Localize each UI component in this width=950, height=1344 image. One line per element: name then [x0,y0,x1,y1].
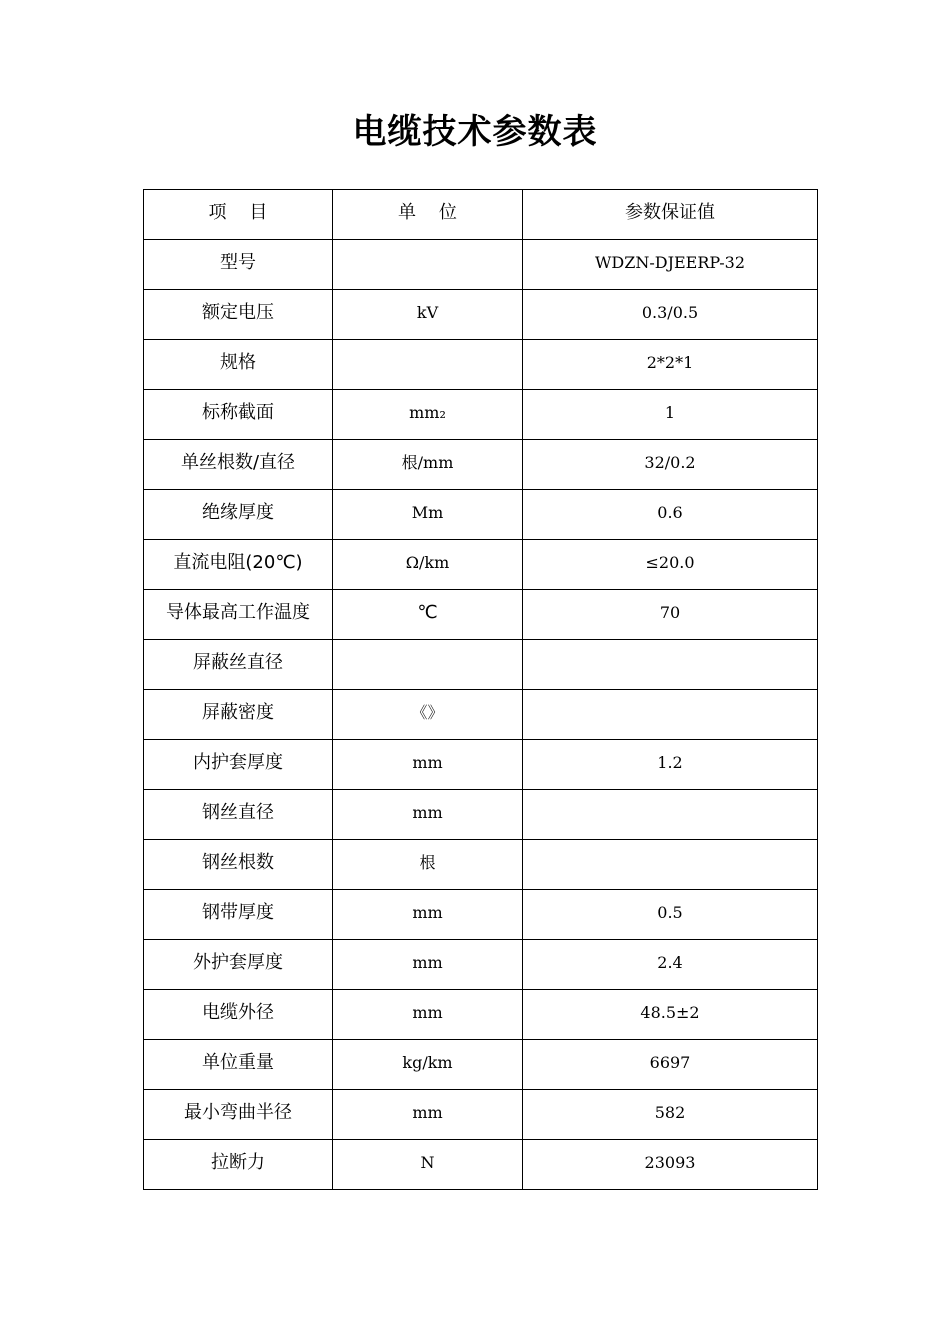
item-cell-text: 单丝根数/直径 [180,452,296,473]
unit-cell-text: mm [412,1003,443,1022]
value-cell [523,590,818,640]
item-cell [144,990,333,1040]
value-cell [523,740,818,790]
item-cell [144,240,333,290]
table-row [144,340,818,390]
item-cell-text: 钢丝直径 [202,802,274,823]
unit-cell [333,940,523,990]
table-row [144,1040,818,1090]
unit-cell-text: 根 [419,853,436,872]
item-cell-text: 最小弯曲半径 [184,1102,292,1123]
value-cell-text: 0.3/0.5 [641,303,699,322]
value-cell-text: 48.5±2 [640,1003,700,1022]
header-value-label: 参数保证值 [625,202,715,223]
unit-cell-text [333,240,522,251]
unit-cell [333,540,523,590]
value-cell [523,490,818,540]
value-cell [523,440,818,490]
unit-cell [333,590,523,640]
value-cell-text: 70 [659,603,681,622]
unit-cell [333,490,523,540]
value-cell [523,290,818,340]
unit-cell [333,690,523,740]
item-cell-text: 拉断力 [211,1152,265,1173]
unit-cell-text: mm [412,953,443,972]
value-cell [523,1140,818,1190]
table-row [144,640,818,690]
item-cell-text: 屏蔽密度 [202,702,274,723]
value-cell [523,690,818,740]
table-row [144,1140,818,1190]
table-row [144,790,818,840]
item-cell [144,1090,333,1140]
value-cell-text: 6697 [649,1053,691,1072]
unit-cell [333,890,523,940]
item-cell-text: 直流电阻(20℃) [173,552,303,573]
unit-cell [333,640,523,690]
value-cell-text: 0.6 [657,503,683,522]
value-cell [523,990,818,1040]
item-cell [144,740,333,790]
value-cell [523,840,818,890]
item-cell-text: 钢带厚度 [202,902,274,923]
value-cell-text: 23093 [644,1153,696,1172]
item-cell [144,940,333,990]
item-cell [144,590,333,640]
table-row [144,840,818,890]
value-cell-text: 1.2 [657,753,683,772]
value-cell [523,240,818,290]
value-cell-text [523,640,817,651]
unit-cell [333,1140,523,1190]
value-cell [523,1090,818,1140]
unit-cell-text: mm [412,753,443,772]
value-cell-text [523,790,817,801]
value-cell-text: 582 [654,1103,686,1122]
item-cell [144,1040,333,1090]
unit-cell-text [333,640,522,651]
item-cell-text: 规格 [220,352,256,373]
item-cell-text: 内护套厚度 [193,752,283,773]
item-cell-text: 导体最高工作温度 [166,602,310,623]
value-cell [523,390,818,440]
value-cell [523,540,818,590]
value-cell [523,890,818,940]
value-cell-text: ≤20.0 [645,553,695,572]
table-row [144,440,818,490]
item-cell [144,790,333,840]
value-cell-text: 32/0.2 [644,453,696,472]
unit-cell [333,840,523,890]
item-cell [144,440,333,490]
unit-cell-text: N [420,1153,435,1172]
table-row [144,540,818,590]
unit-cell-text: ℃ [417,602,438,623]
item-cell [144,690,333,740]
value-cell-text [523,690,817,701]
unit-cell-text: Mm [411,503,444,522]
value-cell [523,790,818,840]
item-cell-text: 绝缘厚度 [202,502,274,523]
item-cell [144,840,333,890]
item-cell-text: 电缆外径 [202,1002,274,1023]
unit-cell [333,990,523,1040]
table-row [144,290,818,340]
header-cell-unit [333,190,523,240]
unit-cell [333,290,523,340]
unit-cell [333,440,523,490]
value-cell-text: 0.5 [657,903,683,922]
item-cell [144,890,333,940]
header-unit-label: 单 位 [398,202,457,223]
item-cell [144,290,333,340]
table-row [144,940,818,990]
item-cell-text: 型号 [220,252,256,273]
value-cell-text: 2*2*1 [646,353,694,372]
value-cell [523,940,818,990]
unit-cell-text: kg/km [402,1053,453,1072]
table-row [144,390,818,440]
header-cell-value [523,190,818,240]
value-cell [523,1040,818,1090]
value-cell-text [523,840,817,851]
unit-cell-text: 《》 [411,703,444,722]
table-row [144,490,818,540]
item-cell [144,390,333,440]
table-row [144,240,818,290]
table-row [144,890,818,940]
header-cell-item [144,190,333,240]
unit-cell [333,340,523,390]
unit-cell-text [333,340,522,351]
unit-cell [333,1040,523,1090]
item-cell-text: 标称截面 [202,402,274,423]
item-cell-text: 单位重量 [202,1052,274,1073]
table-row [144,1090,818,1140]
item-cell [144,540,333,590]
value-cell [523,640,818,690]
table-header-row [144,190,818,240]
value-cell-text: 1 [664,403,676,422]
table-row [144,990,818,1040]
value-cell [523,340,818,390]
table-row [144,690,818,740]
unit-cell [333,1090,523,1140]
header-item-label: 项 目 [208,202,268,223]
item-cell-text: 屏蔽丝直径 [193,652,283,673]
unit-cell-text: 根/mm [401,453,454,472]
item-cell [144,640,333,690]
unit-cell [333,740,523,790]
item-cell [144,1140,333,1190]
item-cell-text: 额定电压 [202,302,274,323]
unit-cell-text: mm [412,903,443,922]
unit-cell-text: kV [416,303,439,322]
unit-cell [333,390,523,440]
value-cell-text: 2.4 [657,953,683,972]
document-title: 电缆技术参数表 [352,112,598,152]
cable-spec-table [143,189,818,1190]
item-cell [144,490,333,540]
item-cell-text: 外护套厚度 [193,952,283,973]
unit-cell-text: mm [412,803,443,822]
item-cell [144,340,333,390]
unit-cell-text: Ω/km [405,553,450,572]
unit-cell [333,240,523,290]
value-cell-text: WDZN-DJEERP-32 [594,253,746,272]
unit-cell-text: mm₂ [409,403,446,422]
unit-cell [333,790,523,840]
table-row [144,590,818,640]
table-row [144,740,818,790]
item-cell-text: 钢丝根数 [202,852,274,873]
unit-cell-text: mm [412,1103,443,1122]
